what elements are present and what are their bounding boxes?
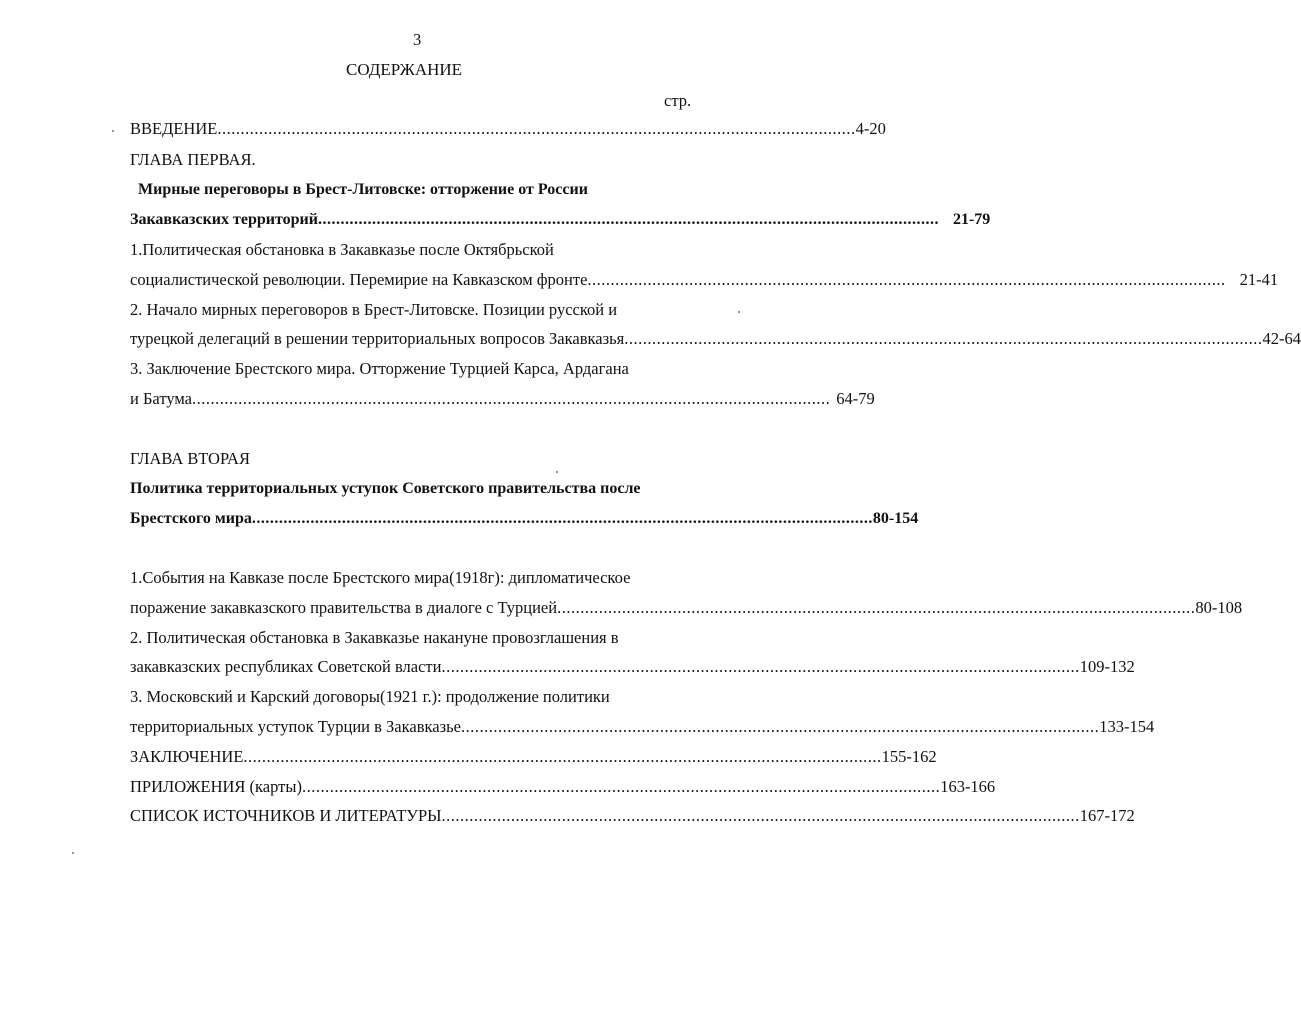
- toc-entry-pages: 21-41: [1239, 270, 1279, 289]
- toc-entry-label: закавказских республиках Советской власти: [130, 657, 442, 676]
- toc-entry-label: ВВЕДЕНИЕ: [130, 119, 218, 138]
- toc-entry-section-1-1[interactable]: [130, 270, 1279, 290]
- toc-entry-pages: 21-79: [952, 211, 991, 228]
- chapter-1-title: Мирные переговоры в Брест-Литовске: отторжение от России: [138, 181, 588, 198]
- toc-entry-pages: 4-20: [855, 119, 886, 138]
- toc-entry-label: ЗАКЛЮЧЕНИЕ: [130, 747, 244, 766]
- toc-entry-pages: 64-79: [836, 389, 875, 408]
- toc-entry-pages: 42-64: [1262, 329, 1301, 348]
- toc-entry-sources[interactable]: [130, 806, 1135, 826]
- scan-speck: [738, 311, 740, 313]
- leader-dots: ..........................................................................................................................................: [317, 211, 939, 228]
- section-1-1-line1: 1.Политическая обстановка в Закавказье после Октябрьской: [130, 240, 554, 259]
- toc-entry-pages: 133-154: [1099, 717, 1155, 736]
- toc-entry-section-1-2[interactable]: [130, 329, 1301, 349]
- chapter-2-heading: ГЛАВА ВТОРАЯ: [130, 449, 250, 468]
- toc-entry-label: поражение закавказского правительства в диалоге с Турцией: [130, 598, 558, 617]
- scan-speck: [112, 130, 114, 132]
- leader-dots: ..........................................................................................................................................: [460, 717, 1100, 736]
- leader-dots: ..........................................................................................................................................: [217, 119, 856, 138]
- toc-entry-pages: 155-162: [881, 747, 937, 766]
- toc-entry-label: СПИСОК ИСТОЧНИКОВ И ЛИТЕРАТУРЫ: [130, 806, 442, 825]
- leader-dots: ..........................................................................................................................................: [251, 510, 873, 527]
- leader-dots: ..........................................................................................................................................: [243, 747, 882, 766]
- toc-entry-label: социалистической революции. Перемирие на Кавказском фронте: [130, 270, 588, 289]
- page-number: 3: [413, 30, 422, 49]
- toc-entry-label: территориальных уступок Турции в Закавказье: [130, 717, 461, 736]
- toc-entry-chapter-1[interactable]: [130, 210, 991, 230]
- toc-entry-label: ПРИЛОЖЕНИЯ (карты): [130, 777, 302, 796]
- page-title: СОДЕРЖАНИЕ: [346, 60, 463, 79]
- toc-entry-label: турецкой делегаций в решении территориальных вопросов Закавказья: [130, 329, 625, 348]
- scan-speck: [72, 852, 74, 854]
- toc-entry-pages: 80-154: [872, 510, 919, 527]
- toc-entry-pages: 80-108: [1195, 598, 1243, 617]
- toc-entry-label: и Батума: [130, 389, 193, 408]
- toc-entry-section-2-3[interactable]: [130, 717, 1155, 737]
- toc-entry-label: Брестского мира: [130, 510, 252, 527]
- scan-speck: [556, 471, 558, 473]
- leader-dots: ..........................................................................................................................................: [624, 329, 1263, 348]
- leader-dots: ..........................................................................................................................................: [441, 657, 1080, 676]
- toc-entry-intro[interactable]: [130, 119, 886, 139]
- leader-dots: ..........................................................................................................................................: [587, 270, 1226, 289]
- leader-dots: ..........................................................................................................................................: [441, 806, 1080, 825]
- chapter-1-heading: ГЛАВА ПЕРВАЯ.: [130, 150, 256, 169]
- section-2-1-line1: 1.События на Кавказе после Брестского мира(1918г): дипломатическое: [130, 568, 631, 587]
- section-2-3-line1: 3. Московский и Карский договоры(1921 г.): продолжение политики: [130, 687, 610, 706]
- page-column-label: стр.: [664, 91, 692, 110]
- chapter-2-title: Политика территориальных уступок Советского правительства после: [130, 480, 641, 497]
- toc-entry-pages: 167-172: [1079, 806, 1135, 825]
- toc-entry-pages: 109-132: [1079, 657, 1135, 676]
- section-1-3-line1: 3. Заключение Брестского мира. Отторжение Турцией Карса, Ардагана: [130, 359, 629, 378]
- toc-entry-appendix[interactable]: [130, 777, 996, 797]
- toc-entry-chapter-2[interactable]: [130, 509, 919, 529]
- toc-entry-pages: 163-166: [940, 777, 996, 796]
- toc-entry-section-2-2[interactable]: [130, 657, 1135, 677]
- leader-dots: ..........................................................................................................................................: [557, 598, 1196, 617]
- toc-entry-section-1-3[interactable]: [130, 389, 875, 409]
- section-2-2-line1: 2. Политическая обстановка в Закавказье накануне провозглашения в: [130, 628, 619, 647]
- toc-entry-conclusion[interactable]: [130, 747, 937, 767]
- leader-dots: ..........................................................................................................................................: [192, 389, 831, 408]
- leader-dots: ..........................................................................................................................................: [301, 777, 941, 796]
- section-1-2-line1: 2. Начало мирных переговоров в Брест-Литовске. Позиции русской и: [130, 300, 618, 319]
- toc-entry-label: Закавказских территорий: [130, 211, 318, 228]
- toc-entry-section-2-1[interactable]: [130, 598, 1243, 618]
